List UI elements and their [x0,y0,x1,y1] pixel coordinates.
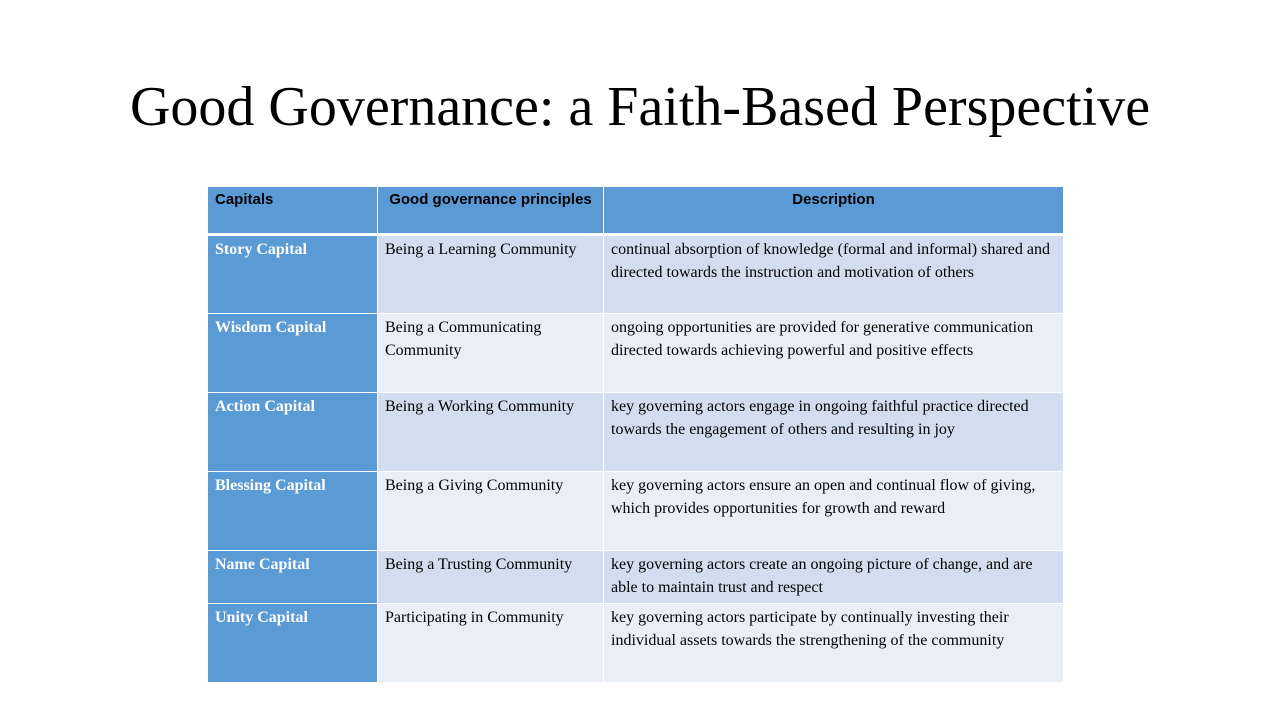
header-description: Description [604,187,1064,235]
table-row [208,604,1064,683]
capital-cell: Name Capital [208,551,378,604]
principle-cell: Being a Working Community [378,393,604,472]
description-cell: ongoing opportunities are provided for generative communication directed towards achieving powerful and positive effects [604,314,1064,393]
description-cell: key governing actors create an ongoing picture of change, and are able to maintain trust and respect [604,551,1064,604]
description-cell: continual absorption of knowledge (formal and informal) shared and directed towards the instruction and motivation of others [604,235,1064,314]
table-row [208,393,1064,472]
description-cell: key governing actors participate by continually investing their individual assets towards the strengthening of the community [604,604,1064,683]
capital-cell: Action Capital [208,393,378,472]
principle-cell: Being a Learning Community [378,235,604,314]
governance-table [207,186,1064,683]
capital-cell: Unity Capital [208,604,378,683]
table-header-row [208,187,1064,235]
principle-cell: Being a Communicating Community [378,314,604,393]
header-principles: Good governance principles [378,187,604,235]
principle-cell: Being a Trusting Community [378,551,604,604]
table-row [208,472,1064,551]
table-row [208,314,1064,393]
capital-cell: Story Capital [208,235,378,314]
capital-cell: Blessing Capital [208,472,378,551]
table-row [208,551,1064,604]
description-cell: key governing actors ensure an open and continual flow of giving, which provides opportunities for growth and reward [604,472,1064,551]
capital-cell: Wisdom Capital [208,314,378,393]
table-row [208,235,1064,314]
principle-cell: Participating in Community [378,604,604,683]
principle-cell: Being a Giving Community [378,472,604,551]
description-cell: key governing actors engage in ongoing faithful practice directed towards the engagement of others and resulting in joy [604,393,1064,472]
header-capitals: Capitals [208,187,378,235]
slide-title: Good Governance: a Faith-Based Perspective [129,76,1151,138]
